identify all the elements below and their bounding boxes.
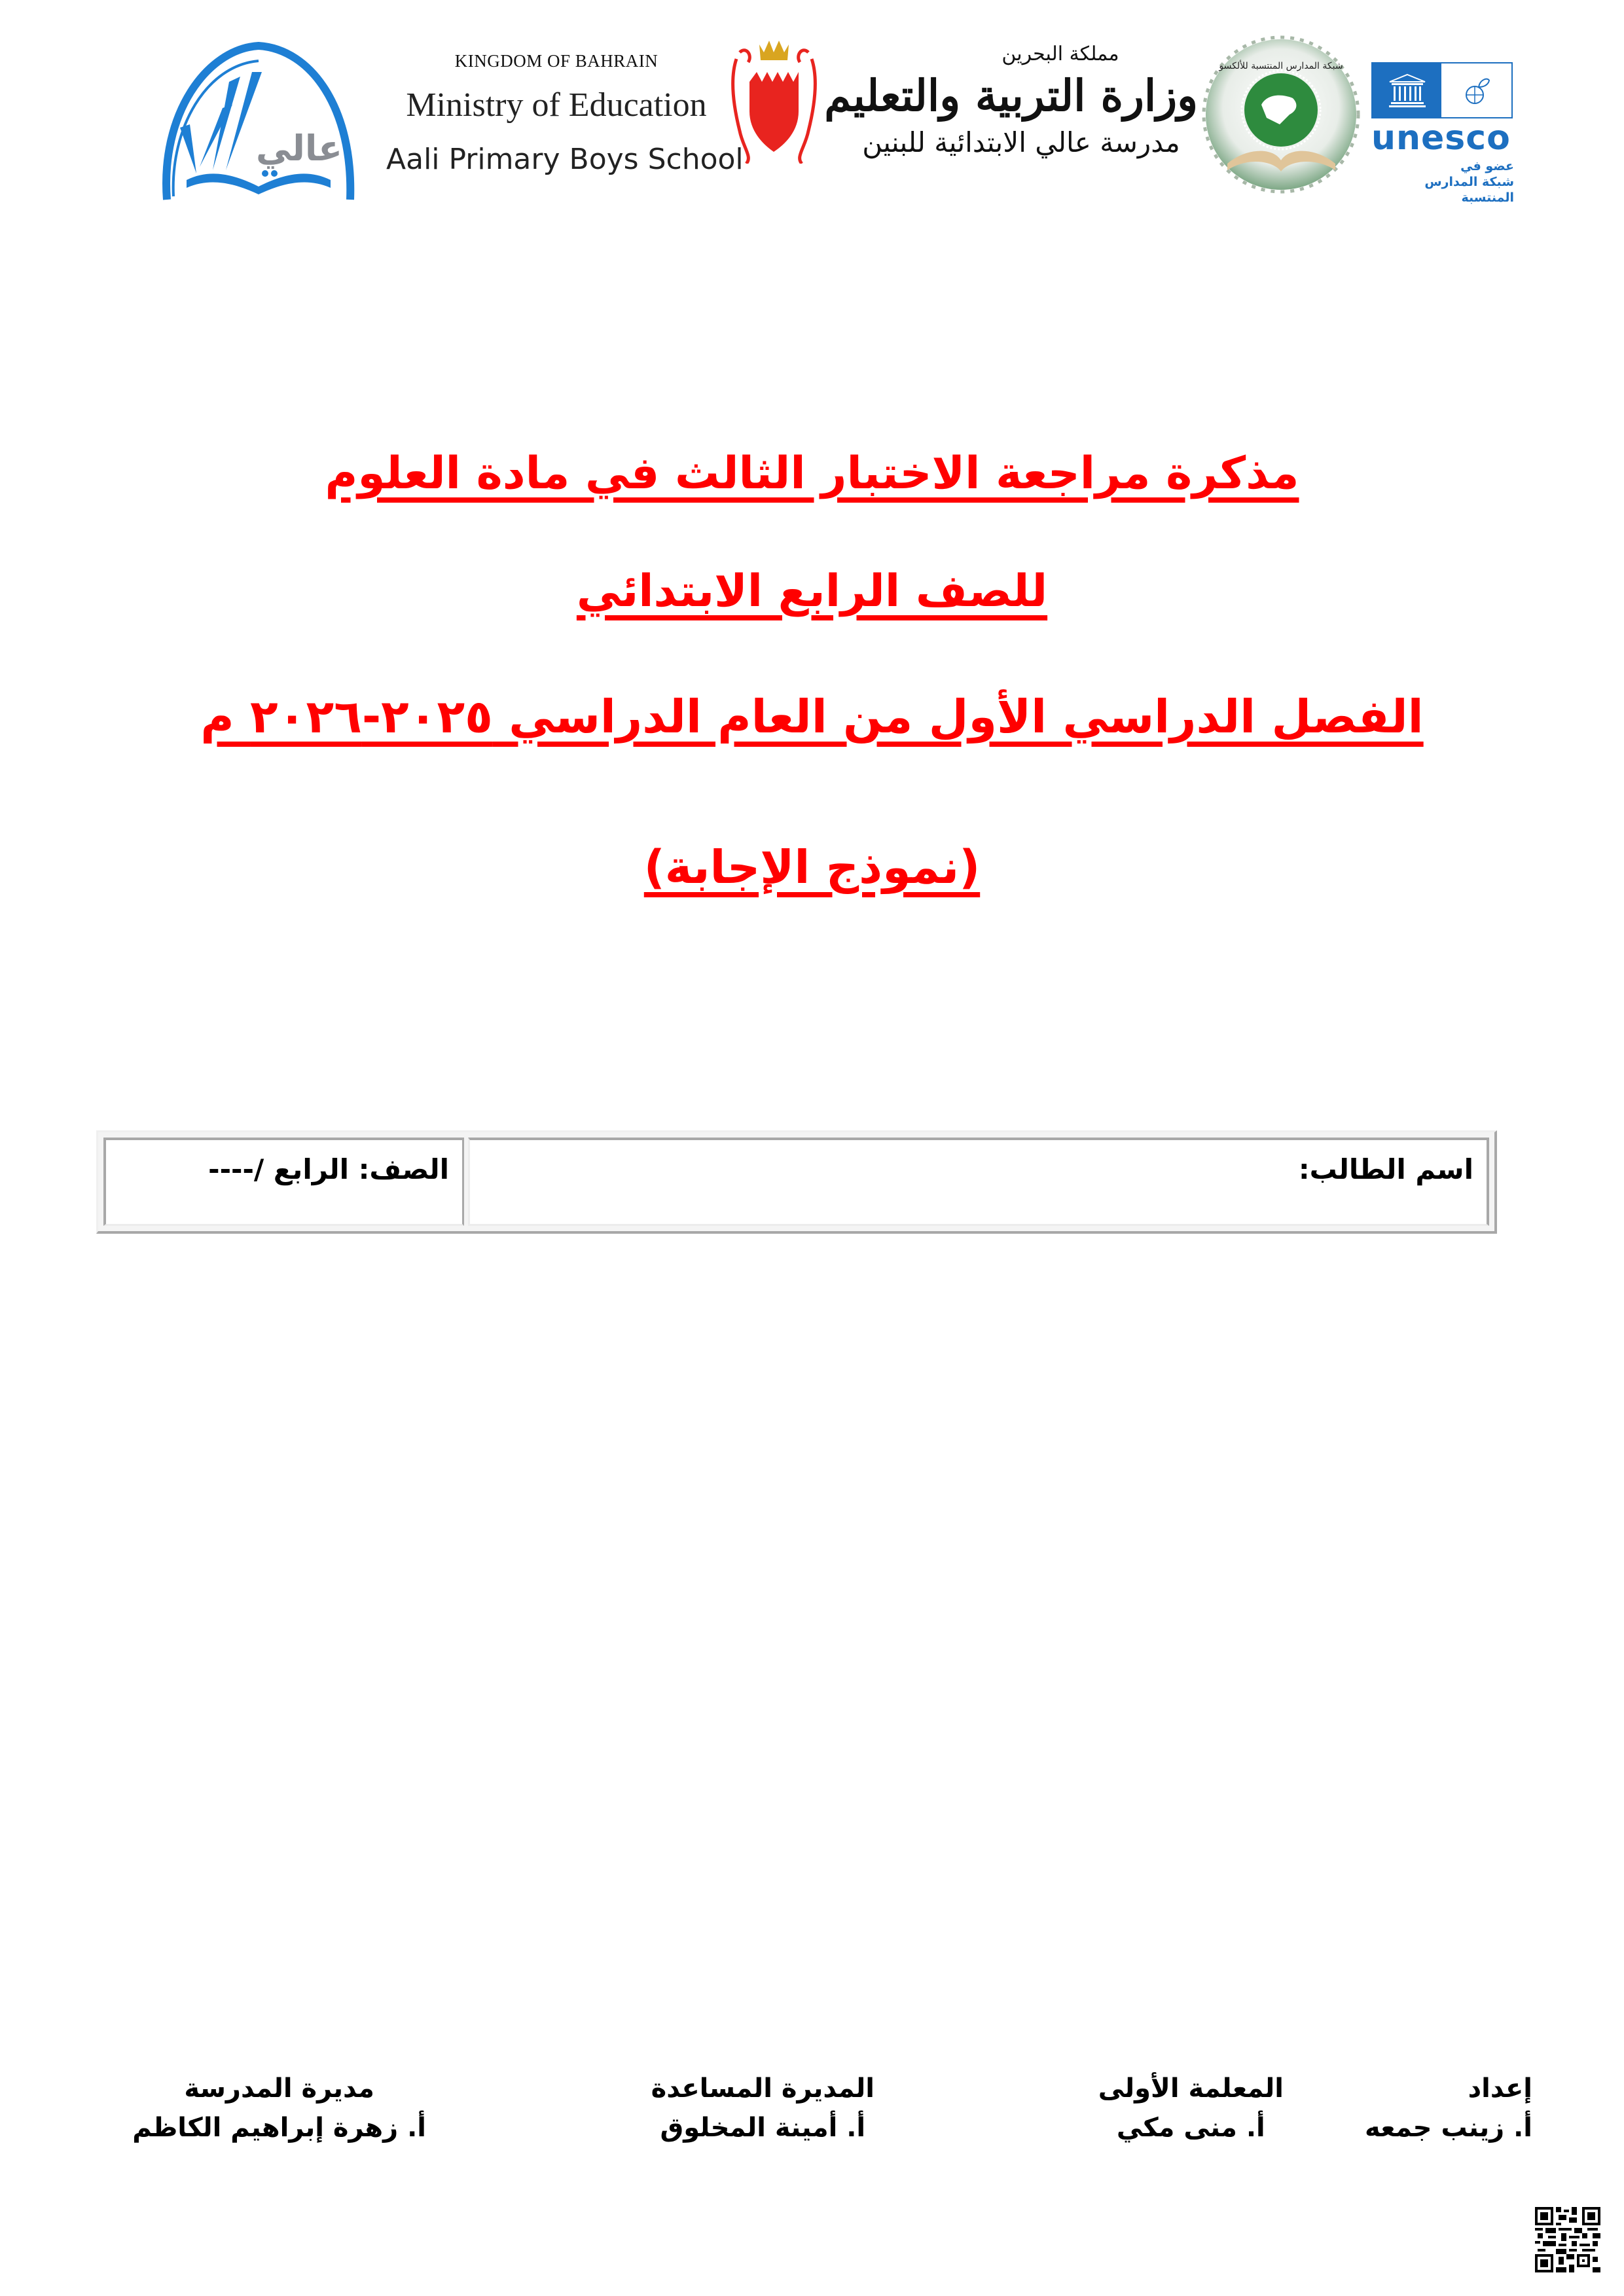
student-class-field[interactable] bbox=[103, 1138, 464, 1226]
unesco-logo bbox=[1371, 62, 1522, 206]
unesco-emblem-box bbox=[1371, 62, 1513, 118]
unesco-temple-icon bbox=[1373, 63, 1441, 117]
student-name-label: اسم الطالب: bbox=[1298, 1153, 1473, 1185]
unesco-member-text bbox=[1371, 159, 1514, 206]
signature-assistant-principal bbox=[651, 2072, 875, 2145]
signature-role: المعلمة الأولى bbox=[1098, 2073, 1284, 2104]
page-header bbox=[0, 26, 1624, 203]
signature-name: أ. زينب جمعه bbox=[1365, 2113, 1532, 2143]
alecso-schools-network-logo bbox=[1201, 33, 1362, 200]
svg-text:عالي: عالي bbox=[255, 128, 343, 169]
student-name-field[interactable] bbox=[468, 1138, 1489, 1226]
signatures-footer bbox=[0, 2072, 1624, 2150]
answer-key-title bbox=[0, 840, 1624, 894]
review-title bbox=[0, 448, 1624, 499]
ministry-english-block bbox=[386, 51, 744, 176]
kingdom-arabic-text: مملكة البحرين bbox=[1001, 43, 1119, 65]
aali-logo-icon bbox=[154, 36, 363, 203]
answer-key-title-text: (نموذج الإجابة) bbox=[643, 840, 981, 894]
semester-title bbox=[0, 690, 1624, 744]
school-name-arabic: مدرسة عالي الابتدائية للبنين bbox=[862, 126, 1180, 158]
signature-role: مديرة المدرسة bbox=[184, 2073, 374, 2104]
signature-principal bbox=[132, 2072, 426, 2145]
student-class-label: الصف: الرابع /---- bbox=[208, 1153, 449, 1185]
signature-role: إعداد bbox=[1468, 2073, 1532, 2104]
alecso-globe-book-icon bbox=[1201, 33, 1362, 200]
review-title-text: مذكرة مراجعة الاختبار الثالث في مادة العلوم bbox=[325, 448, 1299, 499]
student-info-table bbox=[96, 1130, 1497, 1234]
grade-title bbox=[0, 565, 1624, 617]
kingdom-of-bahrain-text: KINGDOM OF BAHRAIN bbox=[454, 51, 659, 71]
ministry-arabic-block bbox=[824, 43, 1198, 158]
school-name-english: Aali Primary Boys School bbox=[386, 143, 744, 176]
unesco-member-line2: شبكة المدارس المنتسبة bbox=[1424, 174, 1514, 205]
semester-title-text: الفصل الدراسي الأول من العام الدراسي ٢٠٢٥-٢٠٢٦ م bbox=[200, 690, 1424, 744]
signature-name: أ. أمينة المخلوق bbox=[660, 2113, 866, 2143]
signature-name: أ. منى مكي bbox=[1116, 2113, 1265, 2143]
ministry-of-education-text: Ministry of Education bbox=[406, 86, 707, 124]
signature-prepared-by bbox=[1365, 2072, 1532, 2145]
signature-name: أ. زهرة إبراهيم الكاظم bbox=[132, 2113, 426, 2143]
signature-senior-teacher bbox=[1098, 2072, 1284, 2145]
unesco-globe-leaf-icon bbox=[1441, 63, 1511, 117]
qr-code-icon[interactable] bbox=[1535, 2207, 1600, 2272]
signature-role: المديرة المساعدة bbox=[651, 2073, 875, 2104]
svg-text:شبكة المدارس المنتسبة للألكسو: شبكة المدارس المنتسبة للألكسو bbox=[1219, 61, 1343, 71]
unesco-wordmark: unesco bbox=[1371, 118, 1511, 158]
ministry-arabic-text: وزارة التربية والتعليم bbox=[824, 70, 1198, 121]
aali-school-logo bbox=[154, 36, 363, 203]
unesco-member-line1: عضو في bbox=[1460, 159, 1514, 173]
grade-title-text: للصف الرابع الابتدائي bbox=[576, 565, 1048, 617]
bahrain-coat-of-arms-icon bbox=[730, 33, 818, 164]
